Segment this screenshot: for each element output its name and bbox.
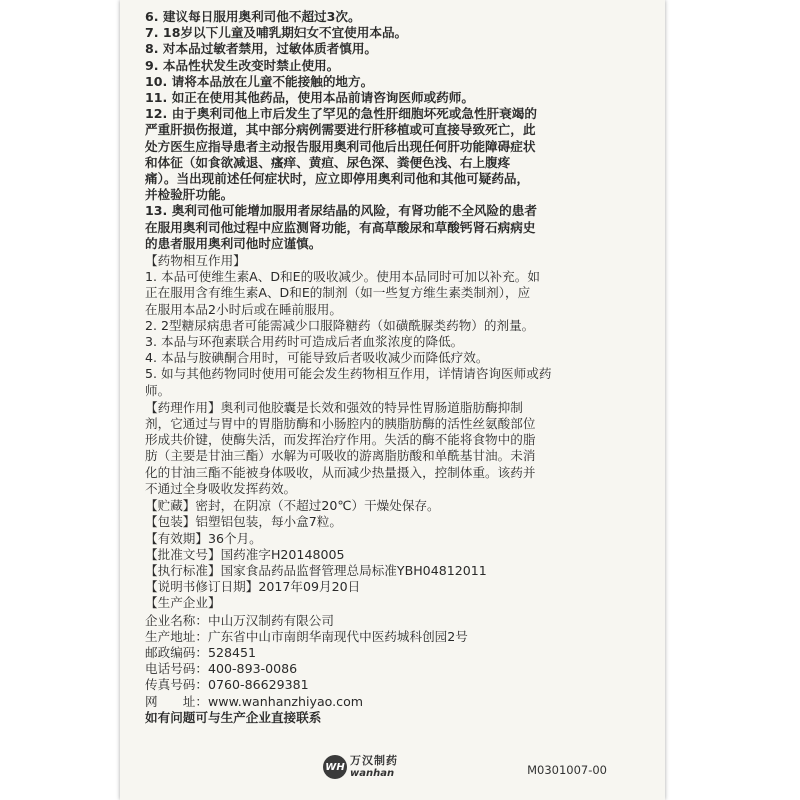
interactions-section — [145, 253, 650, 399]
approval-number-line: 【批准文号】国药准字H20148005 — [145, 546, 345, 562]
precautions-section — [145, 9, 650, 252]
precaution-line: 处方医生应指导患者主动报告服用奥利司他后出现任何肝功能障碍症状 — [145, 138, 536, 154]
interaction-line: 4. 本品与胺碘酮合用时，可能导致后者吸收减少而降低疗效。 — [145, 350, 489, 366]
precaution-line: 8. 对本品过敏者禁用，过敏体质者慎用。 — [145, 41, 378, 57]
leaflet-sheet — [120, 0, 665, 800]
postcode-line: 邮政编码：528451 — [145, 644, 257, 660]
section-heading: 【药物相互作用】 — [145, 253, 246, 269]
interaction-line: 正在服用含有维生素A、D和E的制剂（如一些复方维生素类制剂），应 — [145, 285, 531, 301]
precaution-line: 在服用奥利司他过程中应监测肾功能，有高草酸尿和草酸钙肾石病病史 — [145, 219, 536, 235]
precaution-line: 和体征（如食欲减退、瘙痒、黄疸、尿色深、粪便色浅、右上腹疼 — [145, 154, 511, 170]
manufacturer-heading: 【生产企业】 — [145, 595, 221, 611]
interaction-line: 3. 本品与环孢素联合用药时可造成后者血浆浓度的降低。 — [145, 334, 464, 350]
wh-logo-icon: WH — [323, 755, 347, 779]
interaction-line: 师。 — [145, 382, 171, 398]
validity-line: 【有效期】36个月。 — [145, 530, 262, 546]
manufacturer-section — [145, 613, 650, 726]
leaflet-footer — [120, 750, 665, 790]
pharmacology-line: 肪（主要是甘油三酯）水解为可吸收的游离脂肪酸和单酰基甘油。未消 — [145, 448, 536, 464]
fax-line: 传真号码：0760-86629381 — [145, 677, 309, 693]
interaction-line: 在服用本品2小时后或在睡前服用。 — [145, 301, 342, 317]
interaction-line: 2. 2型糖尿病患者可能需减少口服降糖药（如磺酰脲类药物）的剂量。 — [145, 317, 535, 333]
revision-date-line: 【说明书修订日期】2017年09月20日 — [145, 579, 361, 595]
pharmacology-line: 【药理作用】奥利司他胶囊是长效和强效的特异性胃肠道脂肪酶抑制 — [145, 399, 523, 415]
precaution-line: 13. 奥利司他可能增加服用者尿结晶的风险，有肾功能不全风险的患者 — [145, 203, 537, 219]
logo-english-name: wanhan — [350, 768, 395, 779]
precaution-line: 的患者服用奥利司他时应谨慎。 — [145, 235, 322, 251]
precaution-line: 12. 由于奥利司他上市后发生了罕见的急性肝细胞坏死或急性肝衰竭的 — [145, 106, 537, 122]
pharmacology-line: 形成共价键，使酶失活，而发挥治疗作用。失活的酶不能将食物中的脂 — [145, 432, 536, 448]
info-section — [145, 498, 650, 611]
precaution-line: 痛）。当出现前述任何症状时，应立即停用奥利司他和其他可疑药品， — [145, 171, 530, 187]
precaution-line: 7. 18岁以下儿童及哺乳期妇女不宜使用本品。 — [145, 25, 408, 41]
packaging-line: 【包装】铝塑铝包装，每小盒7粒。 — [145, 514, 342, 530]
document-code: M0301007-00 — [527, 763, 607, 777]
pharmacology-line: 剂，它通过与胃中的胃脂肪酶和小肠腔内的胰脂肪酶的活性丝氨酸部位 — [145, 416, 536, 432]
standard-line: 【执行标准】国家食品药品监督管理总局标准YBH04812011 — [145, 562, 487, 578]
pharmacology-line: 化的甘油三酯不能被身体吸收，从而减少热量摄入，控制体重。该药并 — [145, 464, 536, 480]
storage-line: 【贮藏】密封，在阴凉（不超过20℃）干燥处保存。 — [145, 498, 440, 514]
company-name-line: 企业名称：中山万汉制药有限公司 — [145, 612, 334, 628]
interaction-line: 1. 本品可使维生素A、D和E的吸收减少。使用本品同时可加以补充。如 — [145, 269, 540, 285]
pharmacology-section — [145, 400, 650, 497]
phone-line: 电话号码：400-893-0086 — [145, 661, 298, 677]
precaution-line: 9. 本品性状发生改变时禁止使用。 — [145, 57, 340, 73]
leaflet-content — [145, 8, 650, 726]
precaution-line: 严重肝损伤报道，其中部分病例需要进行肝移植或可直接导致死亡，此 — [145, 122, 536, 138]
logo-chinese-name: 万汉制药 — [350, 754, 398, 767]
logo-text — [350, 754, 398, 780]
contact-note: 如有问题可与生产企业直接联系 — [145, 709, 322, 725]
interaction-line: 5. 如与其他药物同时使用可能会发生药物相互作用，详情请咨询医师或药 — [145, 366, 552, 382]
precaution-line: 11. 如正在使用其他药品，使用本品前请咨询医师或药师。 — [145, 90, 474, 106]
website-line: 网 址：www.wanhanzhiyao.com — [145, 693, 364, 709]
precaution-line: 6. 建议每日服用奥利司他不超过3次。 — [145, 9, 361, 24]
pharmacology-line: 不通过全身吸收发挥药效。 — [145, 480, 297, 496]
precaution-line: 10. 请将本品放在儿童不能接触的地方。 — [145, 73, 374, 89]
address-line: 生产地址：广东省中山市南朗华南现代中医药城科创园2号 — [145, 628, 468, 644]
precaution-line: 并检验肝功能。 — [145, 187, 234, 203]
company-logo — [323, 750, 398, 784]
